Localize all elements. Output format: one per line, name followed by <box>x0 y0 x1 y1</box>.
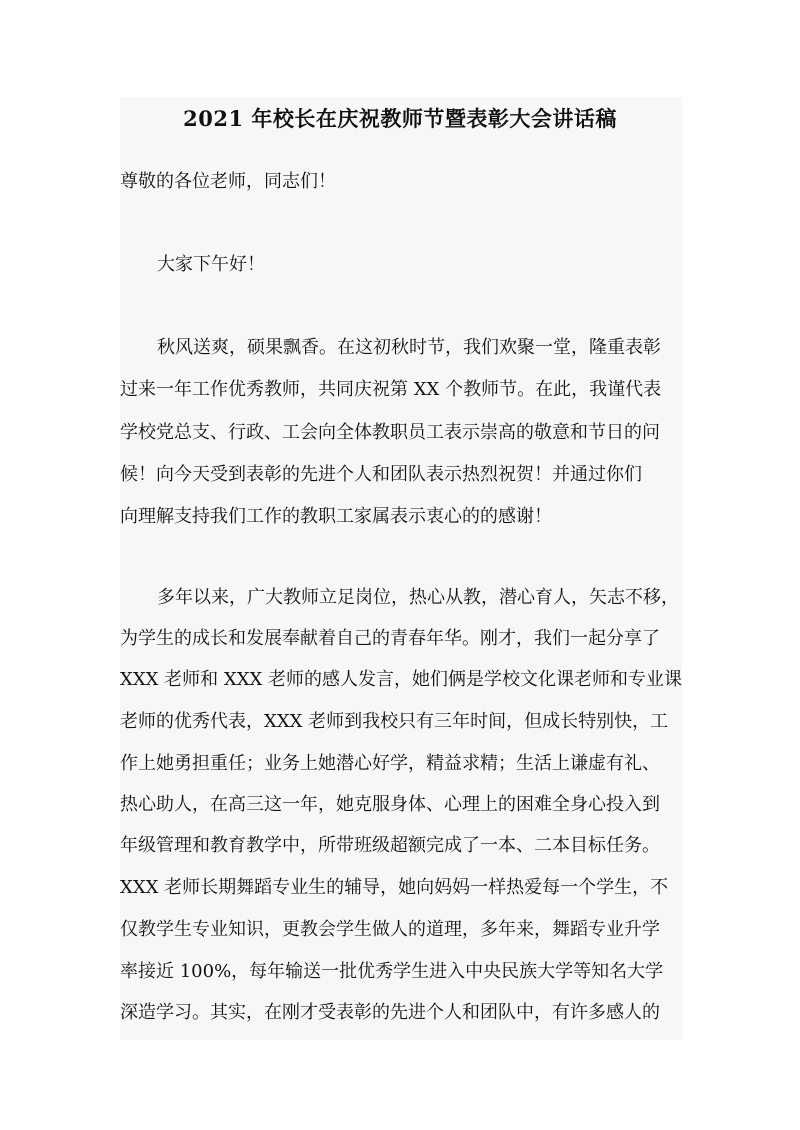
paragraph1-line: 向理解支持我们工作的教职工家属表示衷心的的感谢！ <box>120 506 552 527</box>
paragraph1-line: 过来一年工作优秀教师，共同庆祝第 XX 个教师节。在此，我谨代表 <box>120 379 662 400</box>
paragraph1-line: 候！向今天受到表彰的先进个人和团队表示热烈祝贺！并通过你们 <box>120 464 642 485</box>
greeting: 大家下午好！ <box>157 254 265 275</box>
paragraph2-line: 多年以来，广大教师立足岗位，热心从教，潜心育人，矢志不移， <box>157 587 679 608</box>
paragraph2-line: 热心助人，在高三这一年，她克服身体、心理上的困难全身心投入到 <box>120 794 660 815</box>
paragraph1-line: 秋风送爽，硕果飘香。在这初秋时节，我们欢聚一堂，隆重表彰 <box>157 337 661 358</box>
paragraph2-line: 仅教学生专业知识，更教会学生做人的道理，多年来，舞蹈专业升学 <box>120 919 660 940</box>
paragraph2-line: 深造学习。其实，在刚才受表彰的先进个人和团队中，有许多感人的 <box>120 1002 660 1023</box>
paragraph2-line: 作上她勇担重任；业务上她潜心好学，精益求精；生活上谦虚有礼、 <box>120 753 660 774</box>
paragraph2-line: 率接近 100%，每年输送一批优秀学生进入中央民族大学等知名大学 <box>120 961 664 982</box>
document-title: 2021 年校长在庆祝教师节暨表彰大会讲话稿 <box>183 106 617 131</box>
paragraph2-line: XXX 老师长期舞蹈专业生的辅导，她向妈妈一样热爱每一个学生，不 <box>120 877 669 898</box>
paragraph2-line: 老师的优秀代表，XXX 老师到我校只有三年时间，但成长特别快，工 <box>120 711 669 732</box>
paragraph2-line: XXX 老师和 XXX 老师的感人发言，她们俩是学校文化课老师和专业课 <box>120 669 683 690</box>
paragraph1-line: 学校党总支、行政、工会向全体教职员工表示崇高的敬意和节日的问 <box>120 422 660 443</box>
paragraph2-line: 为学生的成长和发展奉献着自己的青春年华。刚才，我们一起分享了 <box>120 628 660 649</box>
salutation: 尊敬的各位老师，同志们！ <box>120 171 336 192</box>
paragraph2-line: 年级管理和教育教学中，所带班级超额完成了一本、二本目标任务。 <box>120 835 660 856</box>
